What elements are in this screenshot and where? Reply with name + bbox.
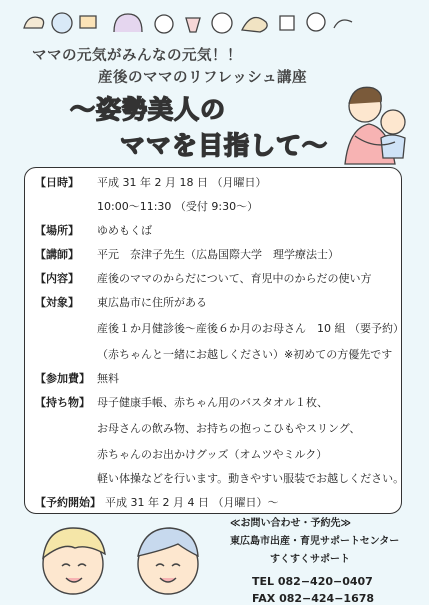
lecturer-label: 【講師】 <box>35 248 79 261</box>
details-box <box>24 167 405 514</box>
place-row <box>35 222 79 238</box>
contact-tel: TEL 082−420−0407 <box>252 575 373 588</box>
title-line2: ママを目指して〜 <box>120 131 329 160</box>
smiling-faces-illustration <box>18 514 223 598</box>
date-label: 【日時】 <box>35 176 79 189</box>
bring-row <box>35 394 90 410</box>
toys-illustration <box>18 6 358 40</box>
fee-label: 【参加費】 <box>35 372 90 385</box>
target-value-3: （赤ちゃんと一緒にお越しください）※初めての方優先です <box>97 348 393 361</box>
date-row <box>35 174 79 190</box>
bring-value-1: 母子健康手帳、赤ちゃん用のバスタオル１枚、 <box>97 396 328 409</box>
contact-fax: FAX 082−424−1678 <box>252 592 375 605</box>
lecturer-row <box>35 246 79 262</box>
reserve-label: 【予約開始】 <box>35 496 101 509</box>
target-value-1: 東広島市に住所がある <box>97 296 207 309</box>
header-line1: ママの元気がみんなの元気！！ <box>32 48 242 64</box>
contact-name: すくすくサポート <box>270 554 350 565</box>
fee-row <box>35 370 90 386</box>
target-row <box>35 294 79 310</box>
place-value: ゆめもくば <box>97 224 152 237</box>
lecturer-value: 平元 奈津子先生（広島国際大学 理学療法士） <box>97 248 339 261</box>
place-label: 【場所】 <box>35 224 79 237</box>
header-line2: 産後のママのリフレッシュ講座 <box>98 70 307 86</box>
bring-value-3: 赤ちゃんのお出かけグッズ（オムツやミルク） <box>97 448 328 461</box>
fee-value: 無料 <box>97 372 119 385</box>
contact-org: 東広島市出産・育児サポートセンター <box>230 536 400 547</box>
date-value: 平成 31 年 2 月 18 日 （月曜日） <box>97 176 267 189</box>
contact-heading: ≪お問い合わせ・予約先≫ <box>230 518 351 529</box>
mother-baby-illustration <box>335 78 421 168</box>
reserve-row <box>35 494 101 510</box>
content-value: 産後のママのからだについて、育児中のからだの使い方 <box>97 272 372 285</box>
reserve-value: 平成 31 年 2 月 4 日 （月曜日）〜 <box>105 496 279 509</box>
bring-value-4: 軽い体操などを行います。動きやすい服装でお越しください。 <box>97 472 405 485</box>
content-row <box>35 270 79 286</box>
content-label: 【内容】 <box>35 272 79 285</box>
target-value-2: 産後１か月健診後〜産後６か月のお母さん 10 組 （要予約） <box>97 322 404 335</box>
bring-label: 【持ち物】 <box>35 396 90 409</box>
contact-block <box>230 514 399 605</box>
time-value: 10:00〜11:30 （受付 9:30〜） <box>97 200 259 213</box>
title-line1: 〜姿勢美人の <box>70 95 227 124</box>
target-label: 【対象】 <box>35 296 79 309</box>
bring-value-2: お母さんの飲み物、お持ちの抱っこひもやスリング、 <box>97 422 361 435</box>
